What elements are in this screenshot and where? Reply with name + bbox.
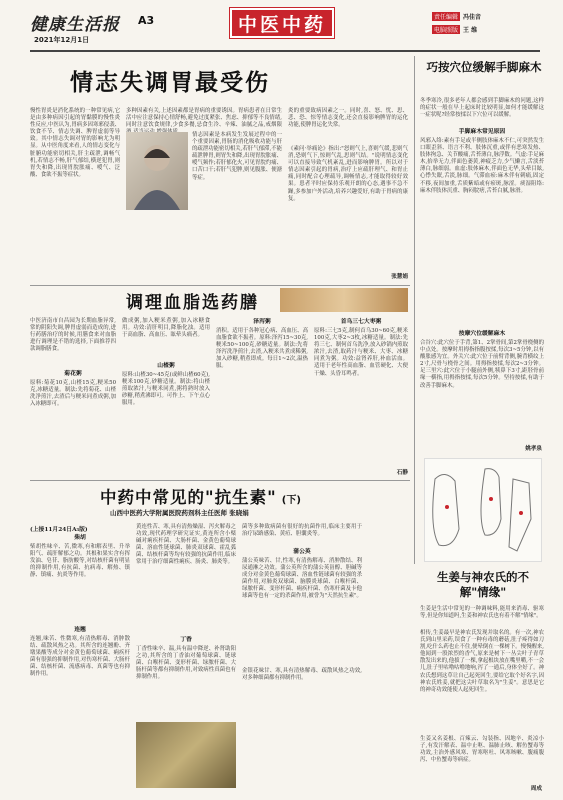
article-2-photo [280, 288, 408, 312]
article-4-sub-4: 蒲公英 [293, 549, 311, 555]
designer-name: 王 维 [463, 27, 478, 34]
article-1-photo [126, 132, 188, 210]
article-2-sub-3: 泽泻粥 [253, 319, 271, 325]
article-2-col1b: 原料:菊花10克,山楂15克,粳米50克,冰糖适量。制法:先将菊花、山楂洗净煎汁,去渣后与粳米同煮成粥,加入冰糖即可。 [30, 380, 116, 408]
section-code: A3 [138, 14, 155, 27]
editor-label: 责任编辑 [434, 14, 459, 21]
vertical-rule-right [414, 56, 415, 564]
article-2-sub-1: 菊花粥 [64, 371, 82, 377]
article-1-title: 情志失调胃最受伤 [70, 70, 270, 96]
article-1-col1: 慢性胃炎是消化系统的一种常见病,它是由多种病因引起的胃黏膜的慢性炎性反应,中医认为,胃病多因寒邪侵袭、饮食不节、情志失调、脾胃虚弱等导致。其中情志失调对胃的影响尤为明显。从中医角度来看,人的情志变化与脏腑功能密切相关,肝主疏泄,调畅气机,若情志不畅,肝气郁结,横逆犯胃,则胃失和降,出现胃脘胀痛、嗳气、泛酸、食欲不振等症状。 [30, 108, 120, 178]
article-2-sub-2: 山楂粥 [157, 363, 175, 369]
article-1-author: 张慧娟 [391, 274, 408, 280]
article-1 [30, 56, 410, 284]
article-4-sub-1: 柴胡 [74, 535, 86, 541]
article-4-col2b: 丁香性味辛、温,具有温中降逆、补肾助阳之功,其所含的丁香油对葡萄球菌、链球菌、白喉杆菌、变形杆菌、绿脓杆菌、大肠杆菌等都有抑制作用,对致病性真菌也有抑制作用。 [136, 646, 236, 681]
article-2-intro: 中医济南市自昌园为长期血脂异常,常的阴阳失调,脾胃虚弱而造成的,进行药膳治疗的时候,用膳食来对血脂进行调理是不错的选择,下面推荐四款调脂膳食。 [30, 318, 116, 353]
rule-under-article-1 [30, 285, 410, 286]
newspaper-logo: 健康生活报 [30, 15, 120, 35]
designer-label: 电脑照版 [434, 27, 459, 34]
article-4-col1: 柴胡性味辛、苦,微寒,有和解表里、升举阳气、疏肝解郁之功。其根和果实含有挥发油、皂苷、脂肪酸等,对结核杆菌有明显的抑制作用,有抗菌、抗病毒、解热、镇静、镇痛、抗炎等作用。 [30, 544, 130, 579]
article-5 [420, 568, 544, 794]
article-3-title: 巧按穴位缓解手脚麻木 [426, 60, 542, 74]
issue-date: 2021年12月1日 [34, 36, 90, 44]
article-3-sub-1: 手脚麻木常见原因 [458, 129, 506, 135]
article-4-subtitle: 山西中医药大学附属医院药剂科主任医师 张晓娟 [110, 509, 249, 517]
person-photo-icon [126, 132, 188, 210]
article-5-col3: 生姜又名姜根、百辣云、勾装指、因地辛、炎凉小子,有发汗解表、温中止呕、温肺止咳、解鱼蟹毒等功效,主治外感风寒、胃寒呕吐、风寒咳嗽、腹痛腹泻、中鱼蟹毒等病症。 [420, 736, 544, 764]
masthead-rule [30, 50, 540, 52]
article-4-col1b: 连翘,味苦、性微寒,有清热解毒、消肿散结、疏散风热之功。其所含的连翘酚、齐墩果酸等成分对金黄色葡萄球菌、痢疾杆菌有很强的抑制作用,对伤寒杆菌、大肠杆菌、结核杆菌、流感病毒、真菌等也有抑制作用。 [30, 636, 130, 678]
section-title-text: 中医中药 [237, 13, 326, 36]
article-4-title-row [100, 484, 301, 508]
article-2 [30, 288, 410, 478]
article-4-col2: 黄连性苦、寒,具有清热燥湿、泻火解毒之功效,现代药理学研究证实,黄连所含小檗碱对痢疾杆菌、大肠杆菌、金黄色葡萄球菌、溶血性链球菌、肺炎双球菌、霍乱弧菌、结核杆菌等均有较强的抗菌作用,临床常用于治疗细菌性痢疾、肠炎、肺炎等。 [136, 524, 236, 566]
article-2-col2: 做成粥,加入粳米煮粥,加入冰糖食用。功效:清肝明目,降脂化浊。适用于高血脂、高血压、眩晕头痛者。 [122, 318, 210, 339]
article-4-sub-2: 连翘 [74, 627, 86, 633]
article-3 [420, 58, 544, 564]
article-1-col3b: 《素问·举痛论》指出:"怒则气上,喜则气缓,悲则气消,恐则气下,惊则气乱,思则气结。"说明情志变化可以直接导致气机紊乱,进而影响脾胃。所以对于情志因素引起的胃病,治疗上应疏肝理气、和胃止痛,同时配合心理疏导,调畅情志,才能取得较好效果。患者平时应保持乐观开朗的心态,遇事不急不躁,多参加户外活动,培养兴趣爱好,有助于胃病的康复。 [288, 146, 408, 202]
article-4-col3c: 金银花味甘、寒,具有清热解毒、疏散风热之功效,对多种细菌都有抑制作用。 [242, 668, 362, 682]
editor-name: 冯佳音 [463, 14, 482, 21]
article-4-title: 中药中常见的"抗生素" [100, 488, 277, 507]
article-4-intro: (上接11月24日A₃版) [30, 527, 88, 533]
section-title [230, 8, 334, 38]
editor-credits [432, 12, 542, 34]
article-2-author: 石静 [396, 470, 408, 476]
acupoint-illustration [424, 458, 542, 562]
article-4-sub-3: 丁香 [180, 637, 192, 643]
article-4 [30, 484, 410, 794]
article-4-title-suffix: (下) [281, 495, 301, 506]
article-3-intro: 冬季寒冷,很多老年人都会感到手脚麻木的问题,这样的症状一般在早上起床时比较明显,如何才能缓解这一症状呢?经常按揉以下穴位可以缓解。 [420, 98, 544, 119]
article-1-col2b: 情志因素是本病发生发展过程中的一个重要因素,胃肠的消化吸收功能与肝的疏泄功能密切相关,若肝气郁滞,不能疏泄脾胃,则胃失和降,出现胃脘胀痛、嗳气频作;若肝郁化火,可见胃脘灼痛、口苦口干;若肝气犯脾,则见腹胀、便溏等症。 [192, 132, 282, 181]
masthead [30, 8, 540, 52]
article-2-title: 调理血脂选药膳 [126, 293, 259, 313]
article-5-col1: 生姜是生活中常见的一种调味料,能用来消毒、驱寒等,但是你知道吗,生姜和神农氏也有着不解"情缘"。 [420, 606, 544, 620]
article-4-herb-photo [136, 722, 236, 788]
article-5-title: 生姜与神农氏的不解"情缘" [437, 570, 529, 599]
hand-acupoint-icon [425, 459, 543, 563]
article-5-author: 周成 [530, 786, 542, 792]
article-1-col3a: 炎的重要致病因素之一。同时,喜、怒、忧、思、悲、恐、惊等情志变化,还会直接影响脾胃的运化功能,使脾胃运化失常。 [288, 108, 408, 129]
article-2-sub-4: 首乌三七大枣粥 [340, 319, 382, 325]
article-3-causes: 风邪入络:素有手足或半侧肢体麻木不仁,可突然发生口眼歪斜、语言不利、肢体沉重,或伴有恶寒发热、肢体拘急、关节酸痛,舌苔薄白,脉浮数。气虚:手足麻木,抬举无力,伴面色萎黄,神疲乏力,少气懒言,舌淡苔薄白,脉细弱。血虚:肢体麻木,伴面色无华,头晕目眩,心悸失眠,舌淡,脉细。气滞血瘀:麻木伴有刺痛,固定不移,夜间加重,舌质紫暗或有瘀斑,脉涩。痰湿阻络:麻木伴肢体沉重、胸闷脘痞,舌苔白腻,脉滑。 [420, 138, 544, 194]
rule-above-article-4 [30, 480, 410, 481]
article-2-col3: 消积。适用于各种冠心病、高血压、高血脂食欲不振者。原料:泽泻15~30克,粳米50~100克,砂糖适量。制法:先将泽泻洗净煎汁,去渣,入粳米共煮成稀粥,加入砂糖,稍煮即成。每日1~2次,温热服。 [216, 328, 308, 370]
article-4-col3b: 蒲公英味苦、甘,性寒,有清热解毒、消肿散结、利尿通淋之功效。蒲公英所含的蒲公英甾醇、胆碱等成分对金黄色葡萄球菌、溶血性链球菌有较强的杀菌作用,对肺炎双球菌、脑膜炎球菌、白喉杆菌、绿脓杆菌、变形杆菌、痢疾杆菌、伤寒杆菌及卡他球菌等也有一定的杀菌作用,被誉为"天然抗生素"。 [242, 558, 362, 600]
article-3-author: 姚孝泉 [525, 446, 542, 452]
article-5-col2: 相传,生姜最早是神农氏发现并取名的。有一次,神农氏到山里采药,误食了一种有毒的蘑菇,肚子疼得如刀割,吃什么药也止不住,便晕倒在一棵树下。慢慢醒来,他闻到一股浓烈的香气,原来是树下一丛尖叶子青草散发出来的,他拔了一棵,拿起根块放在嘴里嚼,不一会儿,肚子里咕噜咕噜地响,泻了一通后,身体全好了。神农氏想到这草让自己起死回生,要给它取个好名字,因神农氏姓姜,就把这尖叶草取名为"生姜"。意思是它的神奇功效能使人起死回生。 [420, 630, 544, 693]
article-4-col3: 菌等多种致病菌有很好的抗菌作用,临床主要用于治疗尿路感染、黄疸、胆囊炎等。 [242, 524, 362, 538]
article-2-col2b: 原料:山楂30~45克(或鲜山楂60克),粳米100克,砂糖适量。制法:将山楂煎取浓汁,与粳米同煮,粥将熟时放入砂糖,稍煮沸即可。可作上、下午点心服用。 [122, 372, 210, 407]
article-2-col4: 原料:三七5克,制何首乌30~60克,粳米100克,大枣2~3枚,冰糖适量。制法:先将三七、制何首乌洗净,放入砂锅内煎取浓汁,去渣,取药汁与粳米、大枣、冰糖同煮为粥。功效:益肾养肝,补血活血。适用于老年性高血脂、血管硬化、大便干燥、头昏耳鸣者。 [314, 328, 408, 377]
article-3-points: 合谷穴:此穴位于手背,第1、2掌骨间,第2掌骨桡侧的中点处。按摩时用拇指指腹按揉,每次3~5分钟,以有酸胀感为宜。外关穴:此穴位于前臂背侧,腕背横纹上2寸,尺骨与桡骨之间。用拇指按揉,每次2~3分钟。足三里穴:此穴位于小腿前外侧,犊鼻下3寸,距胫骨前缘一横指,用拇指按揉,每次5分钟。坚持按揉,有助于改善手脚麻木。 [420, 340, 544, 389]
article-1-col2a: 多种因素有关,上述因素都是胃病的重要诱因。胃病患者在日常生活中应注意保持心情舒畅,避免过度紧张、焦虑、抑郁等不良情绪,同时注意饮食规律,少食多餐,忌食生冷、辛辣、油腻之品,戒烟限 [126, 108, 282, 129]
article-3-sub-2: 按摩穴位缓解麻木 [458, 331, 506, 337]
